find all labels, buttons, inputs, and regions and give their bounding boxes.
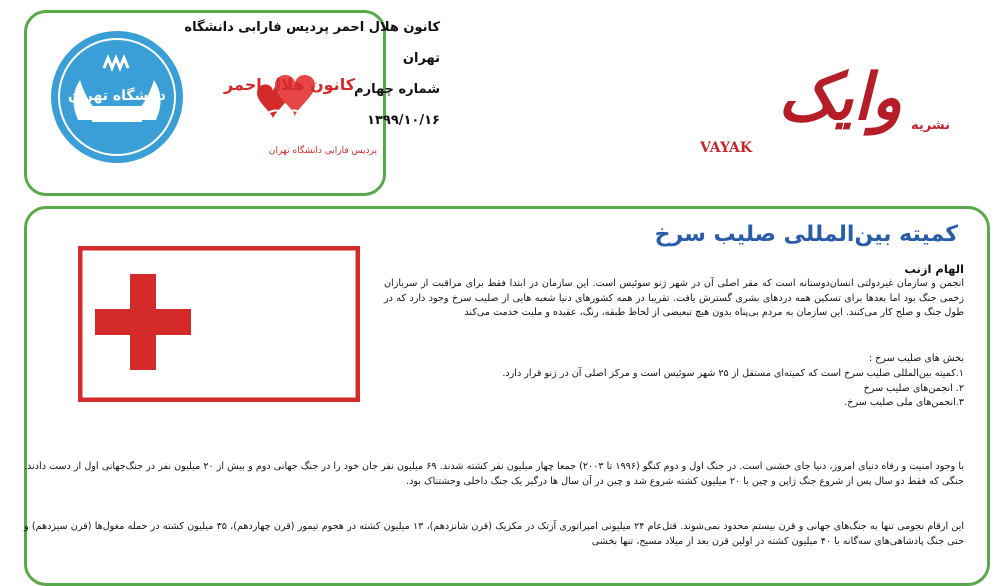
date-line: ۱۳۹۹/۱۰/۱۶: [367, 113, 440, 128]
university-logo-text: دانشگاه تهران: [68, 88, 166, 104]
author-name: الهام ازنب: [904, 262, 964, 276]
red-crescent-logo-subtext: پردیس فارابی دانشگاه تهران: [268, 146, 377, 156]
section-item-1: ۱.کمیته بین‌المللی صلیب سرخ است که کمیته‌ای مستقل از ۲۵ شهر سوئیس است و مرکز اصلی آن در ژنو قرار دارد.: [502, 367, 964, 379]
intro-paragraph: انجمن و سازمان غیردولتی انسان‌دوستانه است که مقر اصلی آن در شهر ژنو سوئیس است. این سازمان در ابتدا فقط برای مراقبت از سربازان زخمی جنگ بود اما بعدها برای تسکین همه دردهای بشری گسترش یافت. تقریبا در همه کشورهای دنیا شعبه هایی از صلیب سرخ وجود دارد که در طول جنگ و صلح کار می‌کنند. این سازمان به مردم بی‌پناه بدون هیچ تبعیضی از لحاظ طبقه، رنگ، عقیده و ملیت خدمت می‌کند: [384, 277, 964, 319]
publication-word: نشریه: [911, 118, 950, 133]
intro-block: [384, 262, 964, 321]
red-cross-crescent-emblem: [78, 246, 360, 402]
publication-latin-name: VAYAK: [700, 140, 753, 156]
publication-name: وایک: [778, 60, 902, 135]
red-crescent-logo-text: کانون هلال احمر: [224, 75, 355, 94]
sections-list: [384, 352, 964, 411]
paragraph-wars: با وجود امنیت و رفاه دنیای امروز، دنیا جای خشنی است. در جنگ اول و دوم کنگو (۱۹۹۶ تا ۲۰۰۳) جمعا چهار میلیون نفر کشته شدند. ۶۹ میلیون نفر جان خود را در جنگ جهانی دوم و بیش از ۲۰ میلیون نفر در جنگ‌جهانی اول از دست دادند. جنگی که فقط دو سال پس از شروع جنگ ژاپن و چین با ۲۰ میلیون کشته شروع شد و چین در آن سال ها درگیر یک جنگ داخلی وحشتناک بود.: [24, 461, 964, 487]
sections-heading: بخش های صلیب سرخ :: [868, 353, 964, 364]
university-logo: [48, 28, 186, 166]
issue-line: شماره چهارم: [354, 82, 440, 97]
header-info: [180, 12, 440, 136]
publication-masthead: [700, 60, 960, 170]
section-item-2: ۲. انجمن‌های صلیب سرخ: [863, 382, 964, 394]
paragraph-history: این ارقام نجومی تنها به جنگ‌های جهانی و قرن بیستم محدود نمی‌شوند. قتل‌عام ۲۴ میلیونی امپراتوری آزتک در مکزیک (قرن شانزدهم)، ۱۳ میلیون کشته در هجوم تیمور (قرن چهاردهم)، ۳۵ میلیون کشته در حمله مغول‌ها (قرن سیزدهم) و حتی جنگ پادشاهی‌های سه‌گانه با ۴۰ میلیون کشته در اولین قرن بعد از میلاد مسیح، تنها بخشی: [24, 521, 964, 547]
section-item-3: ۳.انجمن‌های ملی صلیب سرخ.: [844, 397, 964, 409]
org-line: کانون هلال احمر پردیس فارابی دانشگاه تهران: [184, 20, 440, 66]
article-title: کمیته بین‌المللی صلیب سرخ: [654, 222, 958, 247]
